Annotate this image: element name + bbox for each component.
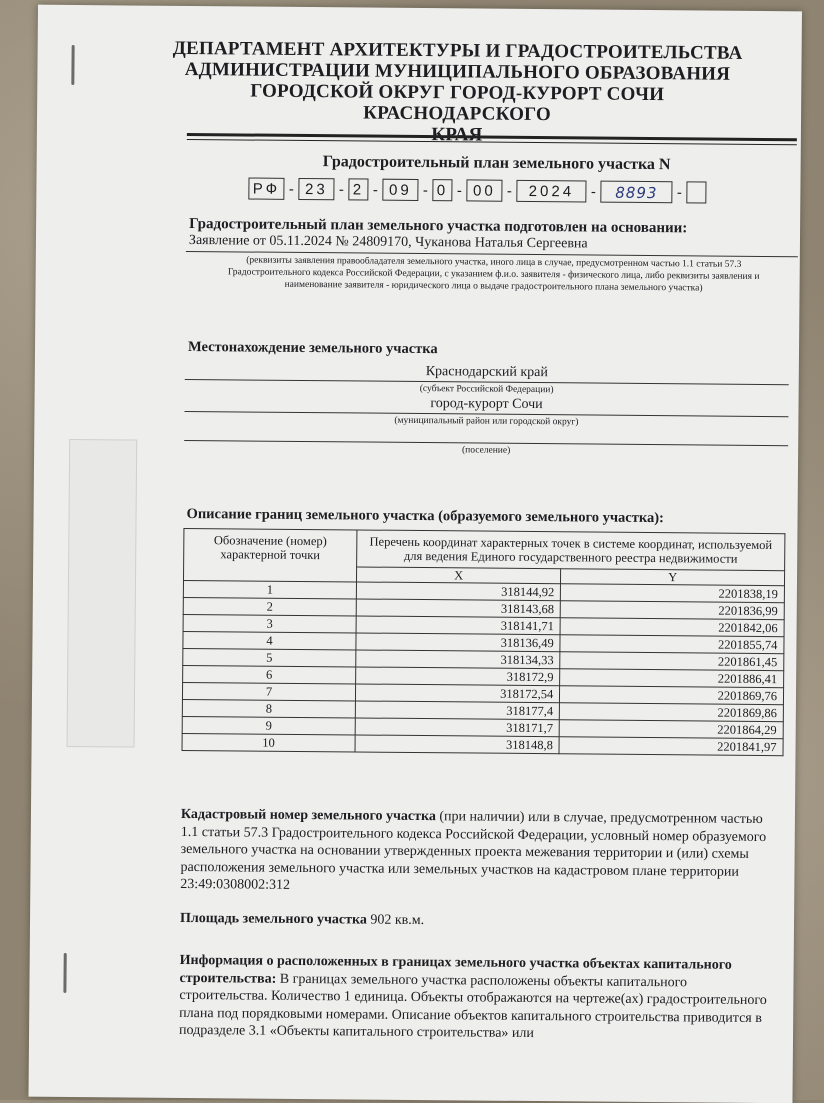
point-number-cell: 7 xyxy=(182,682,355,701)
point-number-cell: 4 xyxy=(183,631,356,650)
subject-value: Краснодарский край xyxy=(425,364,548,381)
table-header-row xyxy=(184,528,785,570)
plan-title: Градостроительный план земельного участка N xyxy=(322,153,671,174)
x-coordinate-cell: 318141,71 xyxy=(356,616,560,635)
boundaries-title: Описание границ земельного участка (образуемого земельного участка): xyxy=(186,505,664,527)
number-cell: РФ xyxy=(248,178,284,200)
objects-paragraph xyxy=(179,952,772,1045)
point-number-cell: 2 xyxy=(183,597,356,616)
document-page xyxy=(28,5,802,1103)
y-coordinate-cell: 2201855,74 xyxy=(560,635,784,654)
x-coordinate-cell: 318171,7 xyxy=(355,718,559,737)
point-number-cell: 1 xyxy=(183,580,356,599)
area-label: Площадь земельного участка xyxy=(179,910,367,928)
basis-value: Заявление от 05.11.2024 № 24809170, Чуканова Наталья Сергеевна xyxy=(188,232,588,252)
coordinates-table xyxy=(182,528,786,756)
y-coordinate-cell: 2201838,19 xyxy=(561,584,785,603)
municipality-note: (муниципальный район или городской округ) xyxy=(394,415,579,428)
number-separator: - xyxy=(372,181,378,199)
y-coordinate-cell: 2201861,45 xyxy=(560,652,784,671)
header-line: ДЕПАРТАМЕНТ АРХИТЕКТУРЫ И ГРАДОСТРОИТЕЛЬСТВА xyxy=(172,37,743,64)
cadastral-paragraph xyxy=(180,806,769,899)
table-body xyxy=(182,580,784,755)
department-header xyxy=(157,38,758,148)
y-coordinate-cell: 2201841,97 xyxy=(559,737,783,756)
area-paragraph xyxy=(180,910,768,933)
number-separator: - xyxy=(422,181,428,199)
basis-title: Градостроительный план земельного участка подготовлен на основании: xyxy=(189,215,688,237)
number-separator: - xyxy=(676,183,682,201)
number-cell: 23 xyxy=(298,178,334,200)
number-cell-empty xyxy=(686,181,706,203)
paper-tab xyxy=(67,439,138,748)
header-line: АДМИНИСТРАЦИИ МУНИЦИПАЛЬНОГО ОБРАЗОВАНИЯ xyxy=(184,58,731,85)
x-coordinate-cell: 318143,68 xyxy=(356,599,560,618)
header-line: ГОРОДСКОЙ ОКРУГ ГОРОД-КУРОРТ СОЧИ КРАСНОДАРСКОГО xyxy=(250,80,665,126)
number-separator: - xyxy=(288,180,294,198)
number-separator: - xyxy=(506,182,512,200)
y-coordinate-cell: 2201864,29 xyxy=(559,720,783,739)
y-coordinate-cell: 2201869,86 xyxy=(560,703,784,722)
basis-note xyxy=(176,254,812,296)
y-coordinate-cell: 2201869,76 xyxy=(560,686,784,705)
x-coordinate-cell: 318177,4 xyxy=(355,701,559,720)
x-coordinate-cell: 318144,92 xyxy=(356,582,560,601)
basis-note-line: (реквизиты заявления правообладателя земельного участка, иного лица в случае, предусмотренном частью 1.1 статьи 57.3 xyxy=(246,255,742,270)
plan-number xyxy=(248,177,706,205)
x-column-header: X xyxy=(356,567,560,584)
point-number-cell: 3 xyxy=(183,614,356,633)
y-coordinate-cell: 2201886,41 xyxy=(560,669,784,688)
x-coordinate-cell: 318136,49 xyxy=(356,633,560,652)
number-cell: 09 xyxy=(382,179,418,201)
municipality-value: город-курорт Сочи xyxy=(430,396,543,413)
header-line: КРАЯ xyxy=(431,124,483,146)
number-cell: 00 xyxy=(466,179,502,201)
cadastral-label: Кадастровый номер земельного участка xyxy=(180,806,436,825)
objects-text: В границах земельного участка расположены объекты капитального строительства. Количество 1 единица. Объекты отображаются на чертеже(ах) градостроительного плана под порядковыми номерами. Описание объектов капитального строительства приводится в подразделе 3.1 «Объекты капитального строительства» или xyxy=(179,971,767,1042)
number-cell: 0 xyxy=(432,179,452,201)
handwritten-number-cell: 8893 xyxy=(600,181,672,204)
basis-note-line: Градостроительного кодекса Российской Федерации, с указанием ф.и.о. заявителя - физического лица, либо реквизиты заявления и xyxy=(227,267,760,282)
point-number-cell: 8 xyxy=(182,699,355,718)
number-separator: - xyxy=(338,180,344,198)
settlement-note: (поселение) xyxy=(461,445,511,456)
objects-label: Информация о расположенных в границах земельного участка объектах капитального строительства: xyxy=(179,952,732,987)
y-coordinate-cell: 2201842,06 xyxy=(560,618,784,637)
point-number-cell: 5 xyxy=(183,648,356,667)
x-coordinate-cell: 318148,8 xyxy=(355,735,559,754)
x-coordinate-cell: 318134,33 xyxy=(356,650,560,669)
area-value: 902 кв.м. xyxy=(366,912,425,929)
number-separator: - xyxy=(590,182,596,201)
coords-column-header: Перечень координат характерных точек в системе координат, используемой для ведения Единого государственного реестра недвижимости xyxy=(357,530,785,571)
point-number-cell: 6 xyxy=(183,665,356,684)
basis-note-line: наименование заявителя - юридического лица о выдаче градостроительного плана земельного участка) xyxy=(284,279,703,294)
cadastral-text: (при наличии) или в случае, предусмотренном частью 1.1 статьи 57.3 Градостроительного кодекса Российской Федерации, условный номер образуемого земельного участка на основании утвержденных проекта межевания территории и (или) схемы расположения земельного участка или земельных участков на кадастровом плане территории 23:49:0308002:312 xyxy=(180,809,767,893)
number-separator: - xyxy=(456,181,462,199)
point-number-cell: 10 xyxy=(182,733,355,752)
location-title: Местонахождение земельного участка xyxy=(187,338,438,358)
y-column-header: Y xyxy=(561,569,785,586)
point-column-header: Обозначение (номер) характерной точки xyxy=(183,528,356,582)
point-number-cell: 9 xyxy=(182,716,355,735)
x-coordinate-cell: 318172,54 xyxy=(355,684,559,703)
number-cell: 2024 xyxy=(516,180,586,203)
subject-note: (субъект Российской Федерации) xyxy=(419,384,554,396)
x-coordinate-cell: 318172,9 xyxy=(356,667,560,686)
y-coordinate-cell: 2201836,99 xyxy=(561,601,785,620)
number-cell: 2 xyxy=(348,178,368,200)
staple xyxy=(63,953,66,993)
staple xyxy=(71,45,74,85)
